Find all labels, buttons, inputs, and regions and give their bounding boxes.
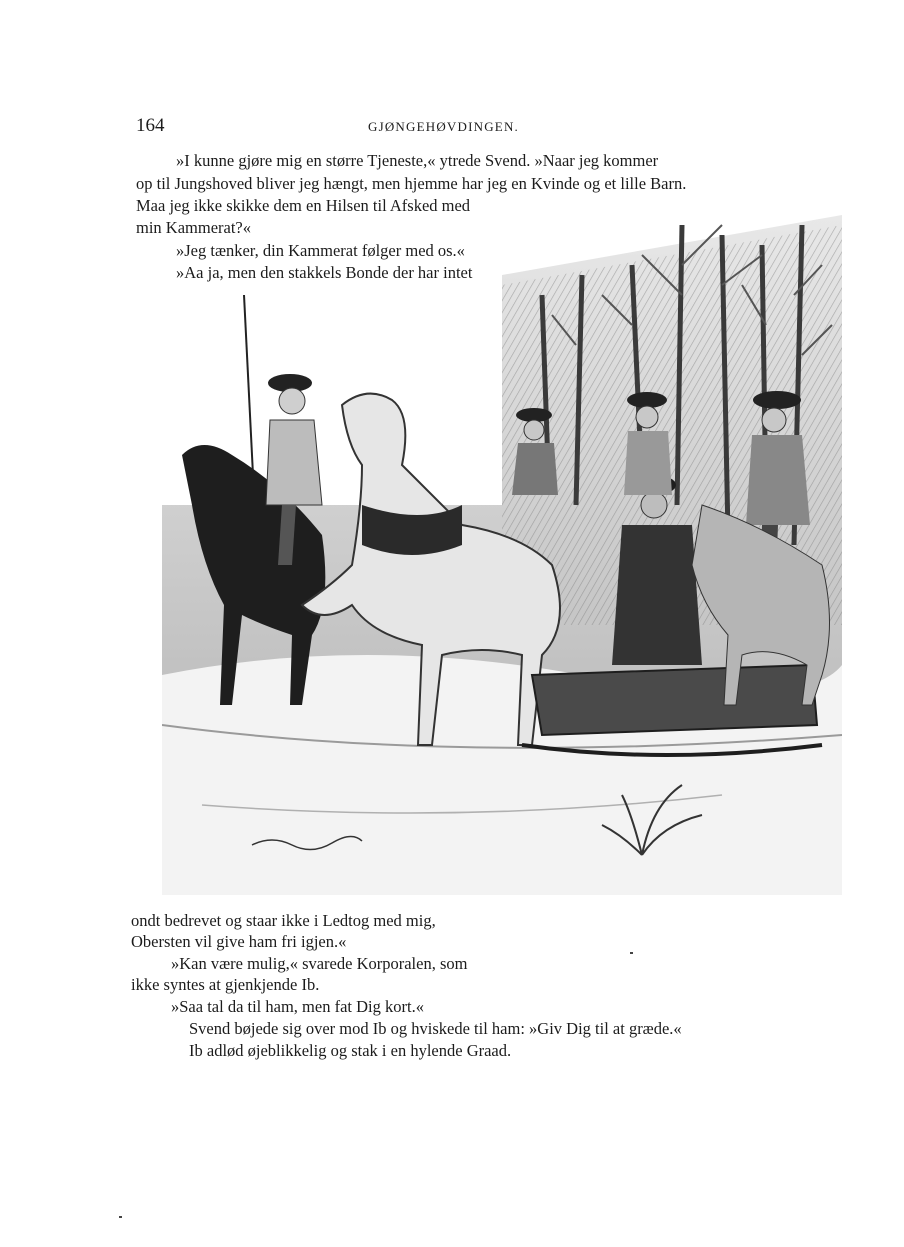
paragraph-line: »Jeg tænker, din Kammerat følger med os.« — [176, 241, 465, 260]
paragraph-line: Obersten vil give ham fri igjen.« — [131, 932, 347, 951]
paragraph-line: ondt bedrevet og staar ikke i Ledtog med mig, — [131, 911, 436, 930]
paragraph-line: Maa jeg ikke skikke dem en Hilsen til Afsked med — [136, 196, 471, 215]
paragraph-line: min Kammerat?« — [136, 218, 252, 237]
paragraph-line: »Aa ja, men den stakkels Bonde der har intet — [176, 263, 473, 282]
paragraph-line: »Kan være mulig,« svarede Korporalen, som — [171, 954, 468, 973]
illustration — [162, 205, 842, 895]
paragraph-line: »I kunne gjøre mig en større Tjeneste,« ytrede Svend. »Naar jeg kommer — [176, 151, 659, 170]
paragraph-line: Svend bøjede sig over mod Ib og hviskede til ham: »Giv Dig til at græde.« — [189, 1019, 682, 1038]
paragraph-line: »Saa tal da til ham, men fat Dig kort.« — [171, 997, 424, 1016]
running-title: GJØNGEHØVDINGEN. — [368, 119, 519, 134]
page-number: 164 — [136, 115, 165, 136]
paragraph-line: ikke syntes at gjenkjende Ib. — [131, 975, 320, 994]
stray-mark — [630, 952, 633, 954]
stray-mark — [119, 1216, 122, 1218]
paragraph-line: Ib adlød øjeblikkelig og stak i en hylende Graad. — [189, 1041, 512, 1060]
sleigh-ride-engraving — [162, 205, 842, 895]
paragraph-line: op til Jungshoved bliver jeg hængt, men hjemme har jeg en Kvinde og et lille Barn. — [136, 174, 687, 193]
